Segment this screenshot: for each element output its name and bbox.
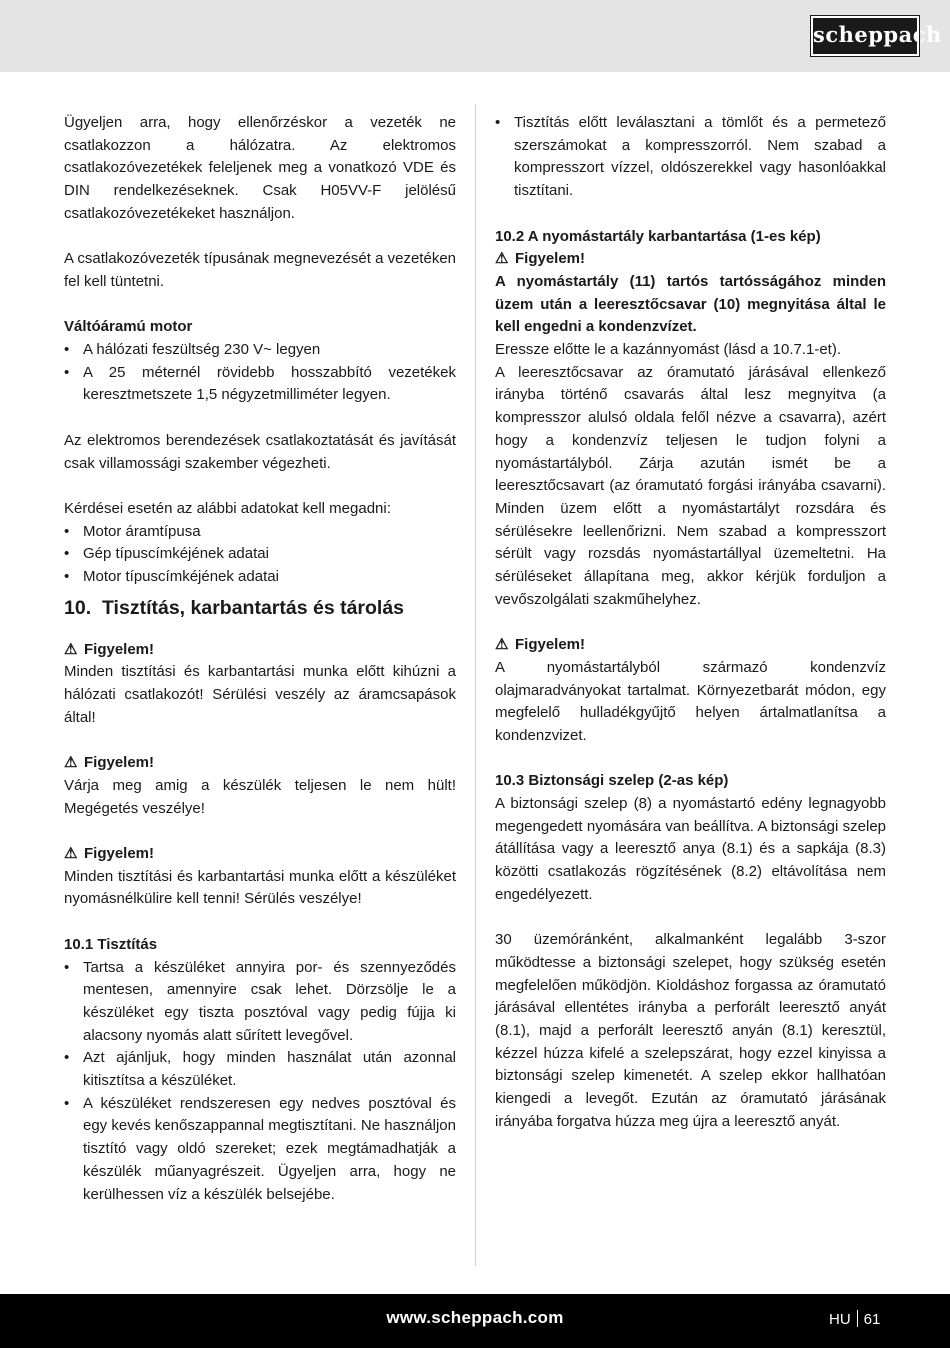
warning-triangle-icon: ⚠ [64,754,78,772]
bullet-icon: • [64,545,70,563]
warning-triangle-icon: ⚠ [495,636,509,654]
scheppach-logo: scheppach [811,16,919,56]
tank-heading: 10.2 A nyomástartály karbantartása (1-es kép) [495,227,821,245]
left-column [64,112,456,1206]
warning-heading: ⚠ Figyelem! [64,752,456,775]
page-separator [857,1310,858,1327]
bullet-icon: • [64,1094,70,1112]
bullet-icon: • [64,363,70,381]
paragraph-electrician: Az elektromos berendezések csatlakoztatását és javítását csak villamossági szakember végezheti. [64,431,456,472]
warning-triangle-icon: ⚠ [64,845,78,862]
bullet-icon: • [64,522,70,540]
page-footer [0,1294,950,1348]
list-item: • A készüléket rendszeresen egy nedves posztóval és egy kevés kenőszappannal megtisztítani. Ne használjon tisztító vagy oldó szereket; ezek megtámadhatják a készülék műanyagrészeit. Ügyeljen arra, hogy ne kerülhessen víz a készülék belsejébe. [64,1094,456,1203]
paragraph-cable-check: Ügyeljen arra, hogy ellenőrzéskor a vezeték ne csatlakozzon a hálózatra. Az elektromos csatlakozóvezetékek feleljenek meg a vonatkozó VDE és DIN rendelkezéseknek. Csak H05VV-F jelölésű csatlakozóvezetékeket használjon. [64,114,456,222]
tank-pressure-line: Eressze előtte le a kazánnyomást (lásd a 10.7.1-et). [495,341,842,359]
cleaning-heading: 10.1 Tisztítás [64,935,158,953]
page-indicator [829,1310,880,1328]
list-item: • Motor áramtípusa [64,521,456,544]
right-column [495,112,886,1134]
cleaning-list [64,957,456,1207]
bullet-icon: • [64,958,70,976]
footer-url[interactable]: www.scheppach.com [386,1308,564,1327]
bullet-icon: • [64,1049,70,1067]
bullet-icon: • [64,568,70,585]
warning-text: Minden tisztítási és karbantartási munka előtt a készüléket nyomásnélkülire kell tenni! Sérülés veszélye! [64,867,456,908]
warning-heading: ⚠ Figyelem! [495,248,886,271]
cleaning-list-continued [495,112,886,203]
section-heading [64,595,456,621]
paragraph-cable-type: A csatlakozóvezeték típusának megnevezését a vezetéken fel kell tüntetni. [64,250,456,290]
list-item: • Azt ajánljuk, hogy minden használat után azonnal kitisztítsa a készüléket. [64,1049,456,1090]
section-number: 10. [64,596,92,619]
paragraph-questions: Kérdései esetén az alábbi adatokat kell megadni: [64,499,391,517]
tank-bold-text: A nyomástartály (11) tartós tartósságához minden üzem után a leeresztőcsavar (10) megnyitása által le kell engedni a kondenzvízet. [495,272,886,336]
bullet-icon: • [64,341,70,358]
bullet-icon: • [495,114,501,131]
page-header [0,0,950,72]
list-item: • Gép típuscímkéjének adatai [64,543,456,566]
list-item: • A 25 méternél rövidebb hosszabbító vezetékek keresztmetszete 1,5 négyzetmilliméter legyen. [64,363,456,404]
valve-text-2: 30 üzemóránként, alkalmanként legalább 3-szor működtesse a biztonsági szelepet, hogy szükség esetén megfelelően működjön. Kioldáshoz forgassa az óramutató járásával ellentétes irányba a perforált leeresztő anyát (8.1), majd a perforált leeresztő anyán (8.1) keresztül, kézzel húzza kifelé a szelepszárat, hogy ezzel kinyissa a biztonsági szelep kimenetét. A szelep ekkor hallhatóan kiengedi a levegőt. Ezután az óramutató járásának irányába forgatva húzza meg újra a leeresztő anyát. [495,931,886,1130]
tank-text: A leeresztőcsavar az óramutató járásával ellenkező irányba történő csavarás által lesz megnyitva (a kompresszor alulsó oldala felől nézve a csavarra), azért hogy a kondenzvíz teljesen le tudjon folyni a nyomástartályból. Zárja azután ismét be a leeresztőcsavart (az óramutató forgási irányába csavarni). Minden üzem előtt a nyomástartályt rozsdára és sérülésekre leellenőrizni. Nem szabad a kompresszort sérült vagy rozsdás nyomástartállyal üzemeltetni. Ha sérüléseket állapítana meg, akkor kérjük forduljon a vevőszolgálati szakműhelyhez. [495,363,886,608]
warning-text: Minden tisztítási és karbantartási munka előtt kihúzni a hálózati csatlakozót! Sérülési veszély az áramcsapások által! [64,663,456,726]
valve-heading: 10.3 Biztonsági szelep (2-as kép) [495,772,729,790]
motor-heading: Váltóáramú motor [64,318,193,336]
warning-heading: ⚠ Figyelem! [495,634,886,657]
warning-triangle-icon: ⚠ [495,250,509,268]
warning-heading: ⚠ Figyelem! [64,843,456,866]
list-item: • A hálózati feszültség 230 V~ legyen [64,339,456,362]
condensate-text: A nyomástartályból származó kondenzvíz olajmaradványokat tartalmat. Környezetbarát módon, egy megfelelő hulladékgyűjtő helyen ártalmatlanítsa a kondenzvizet. [495,658,886,744]
list-item: • Motor típuscímkéjének adatai [64,566,456,589]
list-item: • Tartsa a készüléket annyira por- és szennyeződés mentesen, amennyire csak lehet. Dörzsölje le a készüléket egy tiszta posztóval vagy pedig fújja ki alacsony nyomás alatt sűrített levegővel. [64,958,456,1044]
page-number: 61 [863,1311,881,1328]
language-code: HU [829,1311,851,1328]
column-divider [475,104,476,1266]
warning-heading: ⚠ Figyelem! [64,639,456,662]
info-list [64,521,456,589]
warning-triangle-icon: ⚠ [64,640,78,658]
warning-text: Várja meg amig a készülék teljesen le nem hült! Megégetés veszélye! [64,776,456,817]
list-item: • Tisztítás előtt leválasztani a tömlőt és a permetező szerszámokat a kompresszorról. Nem szabad a kompresszort vízzel, oldószerekkel vagy hasonlóakkal tisztítani. [495,114,886,200]
section-title: Tisztítás, karbantartás és tárolás [102,596,405,619]
motor-list [64,339,456,407]
valve-text-1: A biztonsági szelep (8) a nyomástartó edény legnagyobb megengedett nyomására van beállítva. A biztonsági szelep átállítása vagy a leeresztő anya (8.1) és a sapkája (8.3) közötti csatlakozás rögzítésének (8.2) eltávolítása nem engedélyezett. [495,795,886,903]
